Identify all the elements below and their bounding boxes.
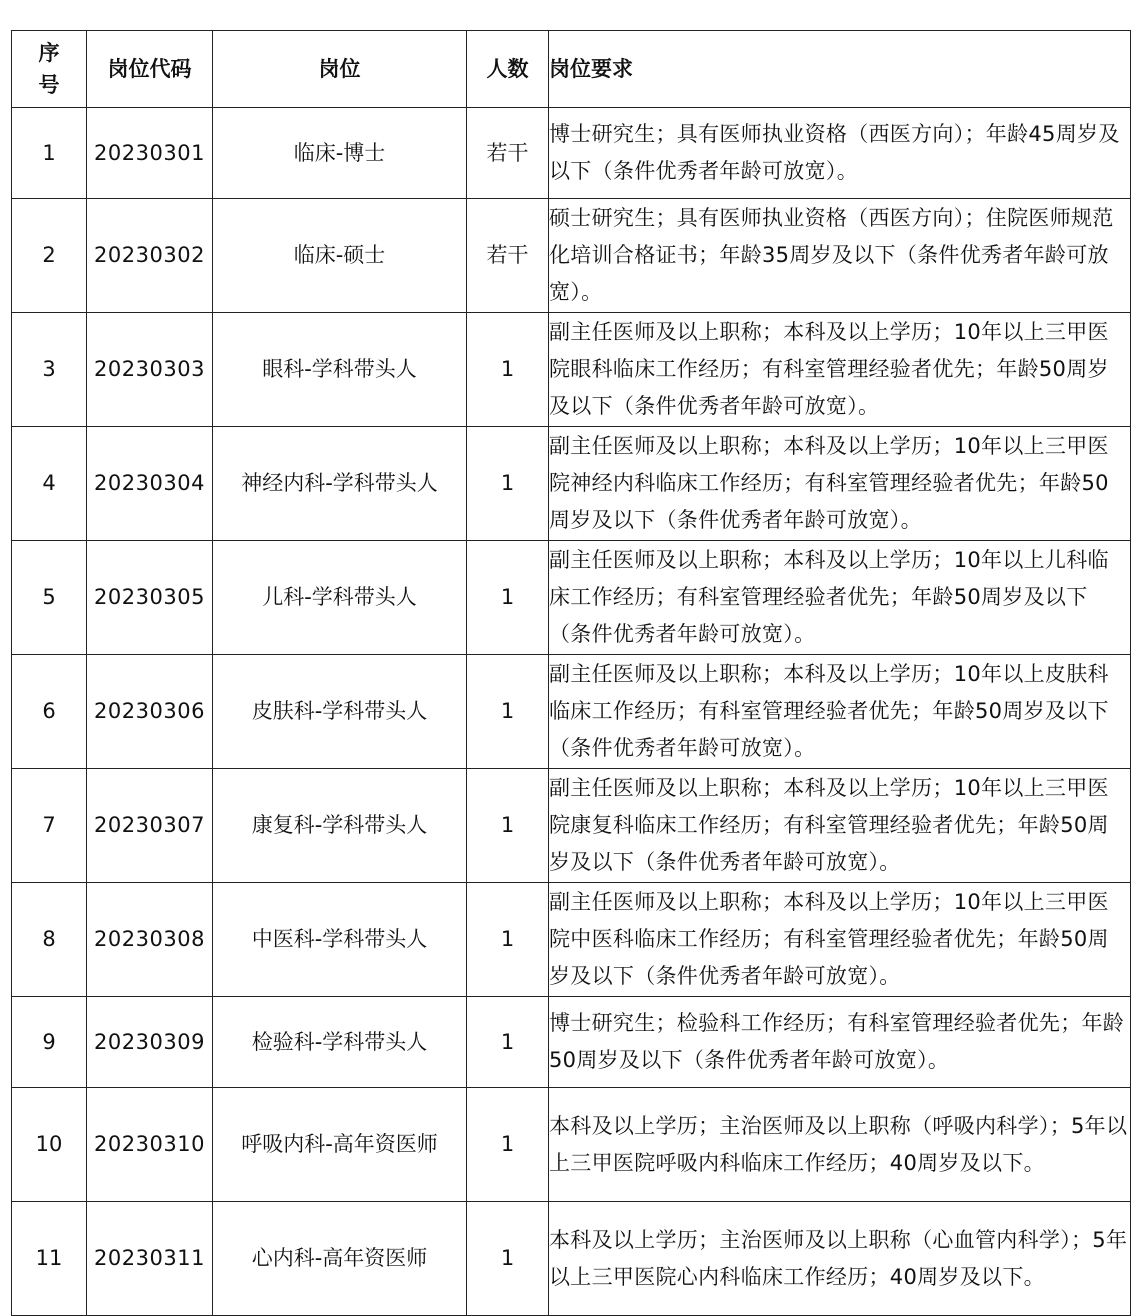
cell-post: 临床-硕士 <box>213 199 467 313</box>
header-count: 人数 <box>467 31 549 108</box>
cell-post: 中医科-学科带头人 <box>213 883 467 997</box>
job-positions-table <box>11 30 1131 1316</box>
cell-code: 20230305 <box>87 541 213 655</box>
cell-requirements: 副主任医师及以上职称；本科及以上学历；10年以上儿科临床工作经历；有科室管理经验者优先；年龄50周岁及以下（条件优秀者年龄可放宽）。 <box>549 541 1131 655</box>
cell-post: 心内科-高年资医师 <box>213 1202 467 1316</box>
cell-count: 1 <box>467 1088 549 1202</box>
table-row <box>12 883 1131 997</box>
cell-index: 9 <box>12 997 87 1088</box>
cell-code: 20230308 <box>87 883 213 997</box>
header-index: 序号 <box>12 31 87 108</box>
cell-index: 7 <box>12 769 87 883</box>
cell-requirements: 本科及以上学历；主治医师及以上职称（呼吸内科学）；5年以上三甲医院呼吸内科临床工作经历；40周岁及以下。 <box>549 1088 1131 1202</box>
cell-code: 20230307 <box>87 769 213 883</box>
cell-post: 呼吸内科-高年资医师 <box>213 1088 467 1202</box>
cell-count: 1 <box>467 541 549 655</box>
cell-index: 8 <box>12 883 87 997</box>
table-row <box>12 1202 1131 1316</box>
table-row <box>12 313 1131 427</box>
cell-post: 眼科-学科带头人 <box>213 313 467 427</box>
cell-requirements: 本科及以上学历；主治医师及以上职称（心血管内科学）；5年以上三甲医院心内科临床工作经历；40周岁及以下。 <box>549 1202 1131 1316</box>
cell-requirements: 副主任医师及以上职称；本科及以上学历；10年以上皮肤科临床工作经历；有科室管理经验者优先；年龄50周岁及以下（条件优秀者年龄可放宽）。 <box>549 655 1131 769</box>
table-row <box>12 427 1131 541</box>
table-header-row <box>12 31 1131 108</box>
cell-count: 若干 <box>467 108 549 199</box>
cell-requirements: 硕士研究生；具有医师执业资格（西医方向）；住院医师规范化培训合格证书；年龄35周岁及以下（条件优秀者年龄可放宽）。 <box>549 199 1131 313</box>
cell-requirements: 博士研究生；具有医师执业资格（西医方向）；年龄45周岁及以下（条件优秀者年龄可放宽）。 <box>549 108 1131 199</box>
cell-index: 4 <box>12 427 87 541</box>
cell-index: 6 <box>12 655 87 769</box>
cell-code: 20230310 <box>87 1088 213 1202</box>
cell-index: 10 <box>12 1088 87 1202</box>
cell-code: 20230303 <box>87 313 213 427</box>
cell-code: 20230302 <box>87 199 213 313</box>
cell-post: 儿科-学科带头人 <box>213 541 467 655</box>
header-post: 岗位 <box>213 31 467 108</box>
cell-post: 皮肤科-学科带头人 <box>213 655 467 769</box>
table-row <box>12 655 1131 769</box>
cell-index: 3 <box>12 313 87 427</box>
table-row <box>12 769 1131 883</box>
cell-code: 20230304 <box>87 427 213 541</box>
cell-count: 1 <box>467 997 549 1088</box>
cell-count: 1 <box>467 427 549 541</box>
cell-index: 5 <box>12 541 87 655</box>
cell-post: 检验科-学科带头人 <box>213 997 467 1088</box>
cell-index: 1 <box>12 108 87 199</box>
header-code: 岗位代码 <box>87 31 213 108</box>
cell-post: 康复科-学科带头人 <box>213 769 467 883</box>
cell-count: 1 <box>467 883 549 997</box>
table-row <box>12 541 1131 655</box>
header-requirements: 岗位要求 <box>549 31 1131 108</box>
cell-requirements: 博士研究生；检验科工作经历；有科室管理经验者优先；年龄50周岁及以下（条件优秀者年龄可放宽）。 <box>549 997 1131 1088</box>
cell-requirements: 副主任医师及以上职称；本科及以上学历；10年以上三甲医院中医科临床工作经历；有科室管理经验者优先；年龄50周岁及以下（条件优秀者年龄可放宽）。 <box>549 883 1131 997</box>
cell-requirements: 副主任医师及以上职称；本科及以上学历；10年以上三甲医院神经内科临床工作经历；有科室管理经验者优先；年龄50周岁及以下（条件优秀者年龄可放宽）。 <box>549 427 1131 541</box>
cell-count: 若干 <box>467 199 549 313</box>
table-row <box>12 108 1131 199</box>
table-row <box>12 1088 1131 1202</box>
cell-code: 20230301 <box>87 108 213 199</box>
cell-count: 1 <box>467 1202 549 1316</box>
cell-count: 1 <box>467 655 549 769</box>
cell-post: 神经内科-学科带头人 <box>213 427 467 541</box>
cell-count: 1 <box>467 313 549 427</box>
cell-count: 1 <box>467 769 549 883</box>
cell-index: 2 <box>12 199 87 313</box>
table-row <box>12 199 1131 313</box>
cell-post: 临床-博士 <box>213 108 467 199</box>
cell-requirements: 副主任医师及以上职称；本科及以上学历；10年以上三甲医院眼科临床工作经历；有科室管理经验者优先；年龄50周岁及以下（条件优秀者年龄可放宽）。 <box>549 313 1131 427</box>
cell-code: 20230309 <box>87 997 213 1088</box>
cell-code: 20230311 <box>87 1202 213 1316</box>
cell-index: 11 <box>12 1202 87 1316</box>
table-row <box>12 997 1131 1088</box>
cell-requirements: 副主任医师及以上职称；本科及以上学历；10年以上三甲医院康复科临床工作经历；有科室管理经验者优先；年龄50周岁及以下（条件优秀者年龄可放宽）。 <box>549 769 1131 883</box>
cell-code: 20230306 <box>87 655 213 769</box>
